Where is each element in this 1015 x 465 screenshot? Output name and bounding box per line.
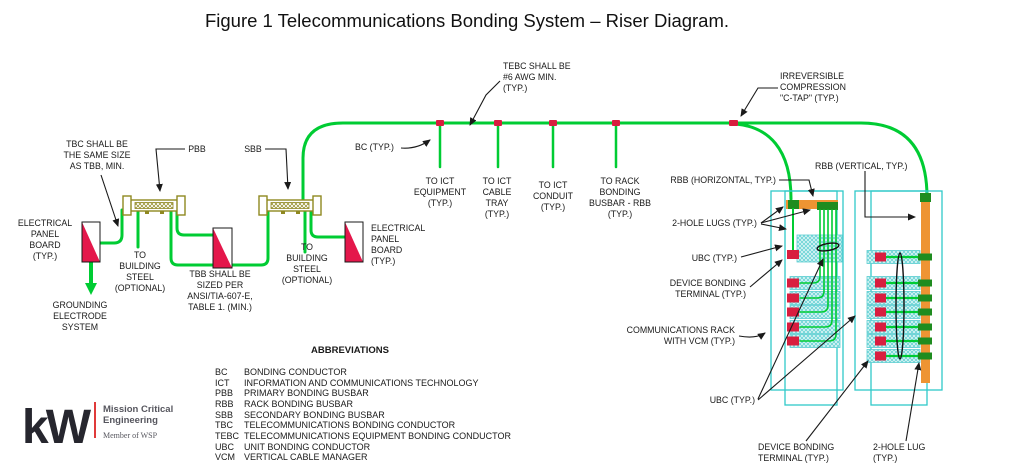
label-electrical-panel-right: ELECTRICAL [371, 223, 426, 233]
label-building-steel-2: STEEL [293, 264, 321, 274]
label-device-terminal-upper: TERMINAL (TYP.) [675, 289, 746, 299]
left-rack-terminals [787, 250, 799, 346]
abbr-definition: RACK BONDING BUSBAR [244, 399, 354, 409]
ctap-branch-wire [736, 124, 791, 199]
label-ict-conduit: TO ICT [538, 180, 568, 190]
label-ctap-note: "C-TAP" (TYP.) [780, 93, 839, 103]
device-bonding-terminal [787, 279, 799, 288]
c-tap-2 [494, 120, 502, 126]
rbb-h-lug-left [788, 200, 799, 209]
label-ict-equipment: EQUIPMENT [413, 187, 467, 197]
label-electrical-panel-right: (TYP.) [371, 256, 396, 266]
two-hole-lug [918, 353, 932, 360]
abbr-term: BC [215, 367, 228, 377]
page-title: Figure 1 Telecommunications Bonding System – Riser Diagram. [204, 10, 730, 31]
label-device-terminal-lower: TERMINAL (TYP.) [758, 453, 829, 463]
arrow-rbb-v [865, 171, 915, 217]
c-tap-4 [612, 120, 620, 126]
logo-company-line1: Mission Critical [103, 404, 174, 415]
label-ict-cable-tray: TRAY [485, 198, 509, 208]
arrow-bc [401, 140, 430, 148]
label-ubc-upper: UBC (TYP.) [691, 253, 737, 263]
arrow-pbb [156, 149, 185, 191]
device-bonding-terminal [875, 337, 886, 346]
arrow-dbt-upper [750, 260, 782, 287]
label-building-steel-2: BUILDING [286, 253, 328, 263]
electrical-panel-right [345, 222, 363, 262]
arrow-lugs-3 [761, 224, 786, 229]
label-tebc-note: #6 AWG MIN. [503, 72, 557, 82]
abbr-term: SBB [215, 410, 234, 420]
label-communications-rack: WITH VCM (TYP.) [663, 336, 735, 346]
rbb-h-lug-right [817, 202, 838, 210]
rbb-v-lug-top [920, 193, 931, 202]
label-ict-cable-tray: TO ICT [482, 176, 512, 186]
label-ctap-note: IRREVERSIBLE [780, 71, 845, 81]
label-ict-cable-tray: (TYP.) [484, 209, 510, 219]
label-tbb-note: ANSI/TIA-607-E, [187, 291, 253, 301]
label-tbb-note: TABLE 1. (MIN.) [188, 302, 252, 312]
tbc-wire [100, 210, 122, 243]
label-electrical-panel-left: BOARD [29, 240, 61, 250]
logo-company-line2: Engineering [103, 415, 158, 426]
two-hole-lug [918, 295, 932, 302]
label-grounding: SYSTEM [61, 322, 99, 332]
label-ict-conduit: CONDUIT [532, 191, 574, 201]
logo-member-line: Member of WSP [103, 431, 158, 440]
device-bonding-terminal [787, 337, 799, 346]
two-hole-lug [918, 309, 932, 316]
abbr-term: UBC [215, 442, 235, 452]
label-ict-equipment: TO ICT [425, 176, 455, 186]
label-communications-rack: COMMUNICATIONS RACK [626, 325, 735, 335]
label-ict-cable-tray: CABLE [482, 187, 512, 197]
abbr-term: RBB [215, 399, 234, 409]
kw-logo [22, 401, 173, 454]
label-device-terminal-lower: DEVICE BONDING [758, 442, 835, 452]
label-building-steel-1: BUILDING [119, 261, 161, 271]
two-hole-lug [918, 254, 932, 261]
arrow-ctap [741, 88, 778, 116]
label-electrical-panel-left: (TYP.) [32, 251, 58, 261]
abbr-definition: SECONDARY BONDING BUSBAR [244, 410, 385, 420]
device-bonding-terminal [875, 294, 886, 303]
left-rack [771, 191, 843, 405]
two-hole-lug [918, 338, 932, 345]
arrow-tebc [470, 81, 500, 125]
arrow-comm-rack [739, 333, 765, 337]
device-bonding-terminal [875, 308, 886, 317]
arrow-rbb-h [779, 180, 813, 196]
label-electrical-panel-left: PANEL [30, 229, 60, 239]
two-hole-lug [918, 324, 932, 331]
arrow-sbb [265, 149, 288, 189]
abbr-definition: PRIMARY BONDING BUSBAR [244, 388, 369, 398]
label-rack-busbar: (TYP.) [607, 209, 633, 219]
label-grounding: GROUNDING [52, 300, 108, 310]
label-electrical-panel-left: ELECTRICAL [17, 218, 73, 228]
arrow-lug-lower [906, 363, 919, 441]
abbr-definition: BONDING CONDUCTOR [244, 367, 347, 377]
abbr-term: ICT [215, 378, 230, 388]
device-bonding-terminal [875, 352, 886, 361]
label-two-hole-lug-lower: (TYP.) [873, 453, 898, 463]
device-bonding-terminal [787, 250, 799, 259]
device-bonding-terminal [875, 279, 886, 288]
label-sbb: SBB [244, 144, 262, 154]
two-hole-lug [918, 280, 932, 287]
abbr-definition: UNIT BONDING CONDUCTOR [244, 442, 371, 452]
device-bonding-terminal [875, 323, 886, 332]
label-tebc-note: (TYP.) [503, 83, 528, 93]
label-electrical-panel-right: BOARD [371, 245, 403, 255]
label-two-hole-lugs: 2-HOLE LUGS (TYP.) [672, 218, 757, 228]
grounding-arrowhead [85, 283, 97, 295]
abbr-definition: TELECOMMUNICATIONS EQUIPMENT BONDING CONDUCTOR [244, 431, 512, 441]
device-bonding-terminal [875, 253, 886, 262]
label-building-steel-2: (OPTIONAL) [281, 275, 333, 285]
label-tbb-note: SIZED PER [196, 280, 244, 290]
abbr-definition: VERTICAL CABLE MANAGER [244, 452, 368, 462]
label-ict-conduit: (TYP.) [540, 202, 566, 212]
label-building-steel-2: TO [300, 242, 314, 252]
label-building-steel-1: (OPTIONAL) [114, 283, 166, 293]
abbr-term: VCM [215, 452, 235, 462]
label-tbc-note: TBC SHALL BE [66, 139, 128, 149]
arrow-tbc [101, 175, 118, 226]
electrical-panel-left [82, 222, 100, 262]
right-rack [855, 191, 942, 405]
c-tap-5 [729, 120, 738, 126]
arrow-ubc-upper [741, 246, 782, 257]
label-ubc-lower: UBC (TYP.) [709, 395, 755, 405]
device-bonding-terminal [787, 294, 799, 303]
abbr-term: TBC [215, 420, 233, 430]
label-rack-busbar: BUSBAR - RBB [588, 198, 652, 208]
label-rack-busbar: TO RACK [600, 176, 640, 186]
label-rack-busbar: BONDING [599, 187, 641, 197]
electrical-panel-middle [213, 228, 232, 268]
abbreviations-title: ABBREVIATIONS [311, 345, 389, 356]
label-rbb-horizontal: RBB (HORIZONTAL, TYP.) [670, 175, 776, 185]
label-ict-equipment: (TYP.) [427, 198, 453, 208]
label-rbb-vertical: RBB (VERTICAL, TYP.) [815, 161, 908, 171]
label-bc: BC (TYP.) [355, 142, 394, 152]
label-device-terminal-upper: DEVICE BONDING [669, 278, 746, 288]
label-tebc-note: TEBC SHALL BE [503, 61, 571, 71]
label-ctap-note: COMPRESSION [780, 82, 846, 92]
kw-logo-mark: kW [22, 401, 88, 454]
label-building-steel-1: TO [133, 250, 147, 260]
label-grounding: ELECTRODE [53, 311, 107, 321]
abbr-definition: INFORMATION AND COMMUNICATIONS TECHNOLOGY [244, 378, 479, 388]
label-tbc-note: THE SAME SIZE [63, 150, 131, 160]
abbr-term: PBB [215, 388, 234, 398]
label-building-steel-1: STEEL [126, 272, 154, 282]
label-pbb: PBB [188, 144, 206, 154]
label-two-hole-lug-lower: 2-HOLE LUG [873, 442, 926, 452]
label-tbb-note: TBB SHALL BE [189, 269, 251, 279]
c-tap-3 [549, 120, 557, 126]
label-electrical-panel-right: PANEL [371, 234, 400, 244]
abbr-term: TEBC [215, 431, 240, 441]
label-tbc-note: AS TBB, MIN. [69, 161, 125, 171]
abbreviations-block [215, 345, 512, 462]
abbr-definition: TELECOMMUNICATIONS BONDING CONDUCTOR [244, 420, 456, 430]
c-tap-1 [436, 120, 444, 126]
